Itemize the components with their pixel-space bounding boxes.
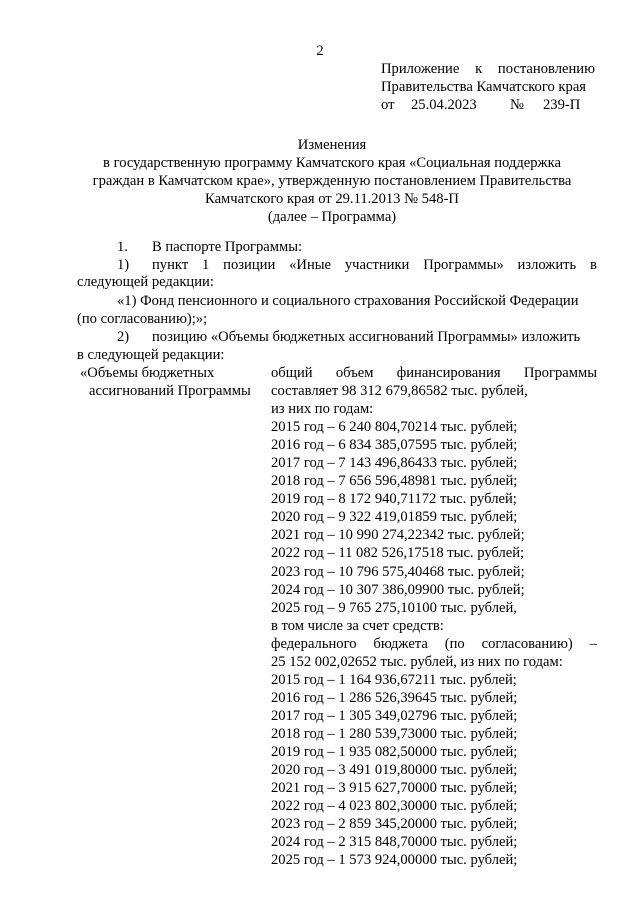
word: согласованию) xyxy=(481,635,573,652)
by-years-label: из них по годам: xyxy=(271,401,374,418)
item-1-2-continuation: в следующей редакции: xyxy=(77,347,225,363)
federal-year-row: 2025 год – 1 573 924,00000 тыс. рублей; xyxy=(271,852,518,869)
word: участники xyxy=(344,257,410,273)
total-year-row: 2016 год – 6 834 385,07595 тыс. рублей; xyxy=(271,437,518,454)
annex-header xyxy=(381,60,595,96)
federal-year-row: 2023 год – 2 859 345,20000 тыс. рублей; xyxy=(271,816,518,833)
total-year-row: 2023 год – 10 796 575,40468 тыс. рублей; xyxy=(271,563,525,580)
word: бюджета xyxy=(373,635,428,652)
table-right-cell xyxy=(271,364,597,869)
table-left-line-2: ассигнований Программы xyxy=(89,383,251,399)
quote-1-line-1: «1) Фонд пенсионного и социального страхования Российской Федерации xyxy=(117,293,579,309)
document-title xyxy=(0,136,640,226)
word: изложить xyxy=(517,257,577,273)
word: в xyxy=(590,257,597,273)
item-1-number: 1. xyxy=(117,239,128,255)
title-line: в государственную программу Камчатского края «Социальная поддержка xyxy=(103,155,561,171)
total-year-row: 2018 год – 7 656 596,48981 тыс. рублей; xyxy=(271,473,518,490)
table-left-cell xyxy=(77,364,257,400)
title-line: Камчатского края от 29.11.2013 № 548-П xyxy=(205,191,459,207)
title-line: граждан в Камчатском крае», утвержденную постановлением Правительства xyxy=(92,173,572,189)
word: объем xyxy=(335,365,374,381)
total-year-row: 2025 год – 9 765 275,10100 тыс. рублей, xyxy=(271,599,517,616)
word: пункт xyxy=(152,257,189,273)
annex-word: постановлению xyxy=(497,61,595,77)
item-1-2-number: 2) xyxy=(117,329,130,345)
title-line: (далее – Программа) xyxy=(267,209,397,225)
title-line: Изменения xyxy=(297,137,367,153)
item-1-1-number: 1) xyxy=(117,257,130,273)
federal-year-row: 2015 год – 1 164 936,67211 тыс. рублей; xyxy=(271,671,517,688)
federal-year-row: 2017 год – 1 305 349,02796 тыс. рублей; xyxy=(271,707,518,724)
word: Программы xyxy=(523,365,597,381)
annex-date-prefix: от xyxy=(381,97,395,113)
total-line-1 xyxy=(271,364,597,382)
page-number: 2 xyxy=(316,43,324,59)
federal-year-row: 2021 год – 3 915 627,70000 тыс. рублей; xyxy=(271,780,518,797)
total-year-row: 2020 год – 9 322 419,01859 тыс. рублей; xyxy=(271,509,518,526)
federal-year-row: 2024 год – 2 315 848,70000 тыс. рублей; xyxy=(271,834,518,851)
annex-word: к xyxy=(475,61,483,77)
word: «Иные xyxy=(289,257,332,273)
federal-year-row: 2019 год – 1 935 082,50000 тыс. рублей; xyxy=(271,743,518,760)
annex-date: 25.04.2023 xyxy=(411,97,477,113)
federal-year-row: 2018 год – 1 280 539,73000 тыс. рублей; xyxy=(271,725,518,742)
federal-year-row: 2016 год – 1 286 526,39645 тыс. рублей; xyxy=(271,689,518,706)
quote-1-line-2: (по согласованию);»; xyxy=(77,311,208,327)
federal-year-row: 2022 год – 4 023 802,30000 тыс. рублей; xyxy=(271,798,518,815)
annex-word: Приложение xyxy=(381,61,460,77)
annex-number: 239-П xyxy=(543,97,581,113)
word: федерального xyxy=(271,635,357,652)
total-year-row: 2017 год – 7 143 496,86433 тыс. рублей; xyxy=(271,455,518,472)
item-1-1-text xyxy=(152,256,597,274)
including-label: в том числе за счет средств: xyxy=(271,617,444,634)
total-year-row: 2015 год – 6 240 804,70214 тыс. рублей; xyxy=(271,419,518,436)
word: Программы» xyxy=(423,257,504,273)
federal-year-row: 2020 год – 3 491 019,80000 тыс. рублей; xyxy=(271,762,518,779)
total-year-row: 2019 год – 8 172 940,71172 тыс. рублей; xyxy=(271,491,517,508)
annex-line-2: Правительства Камчатского края xyxy=(381,79,587,95)
table-left-line-1: «Объемы бюджетных xyxy=(80,365,215,381)
word: общий xyxy=(271,365,313,381)
word: 1 xyxy=(202,257,210,273)
annex-number-sign: № xyxy=(510,97,524,113)
annex-line-1 xyxy=(381,60,595,78)
item-1-2-text: позицию «Объемы бюджетных ассигнований Программы» изложить xyxy=(152,329,581,345)
total-line-2: составляет 98 312 679,86582 тыс. рублей, xyxy=(271,383,528,400)
item-1-1-continuation: следующей редакции: xyxy=(77,274,214,290)
federal-line-2: 25 152 002,02652 тыс. рублей, из них по годам: xyxy=(271,653,563,670)
word: – xyxy=(589,635,597,652)
total-year-row: 2022 год – 11 082 526,17518 тыс. рублей; xyxy=(271,545,525,562)
federal-line-1 xyxy=(271,635,597,653)
word: позиции xyxy=(223,257,276,273)
word: (по xyxy=(444,635,465,652)
total-year-row: 2021 год – 10 990 274,22342 тыс. рублей; xyxy=(271,527,525,544)
item-1-text: В паспорте Программы: xyxy=(152,239,303,255)
total-year-row: 2024 год – 10 307 386,09900 тыс. рублей; xyxy=(271,581,525,598)
word: финансирования xyxy=(396,365,501,381)
